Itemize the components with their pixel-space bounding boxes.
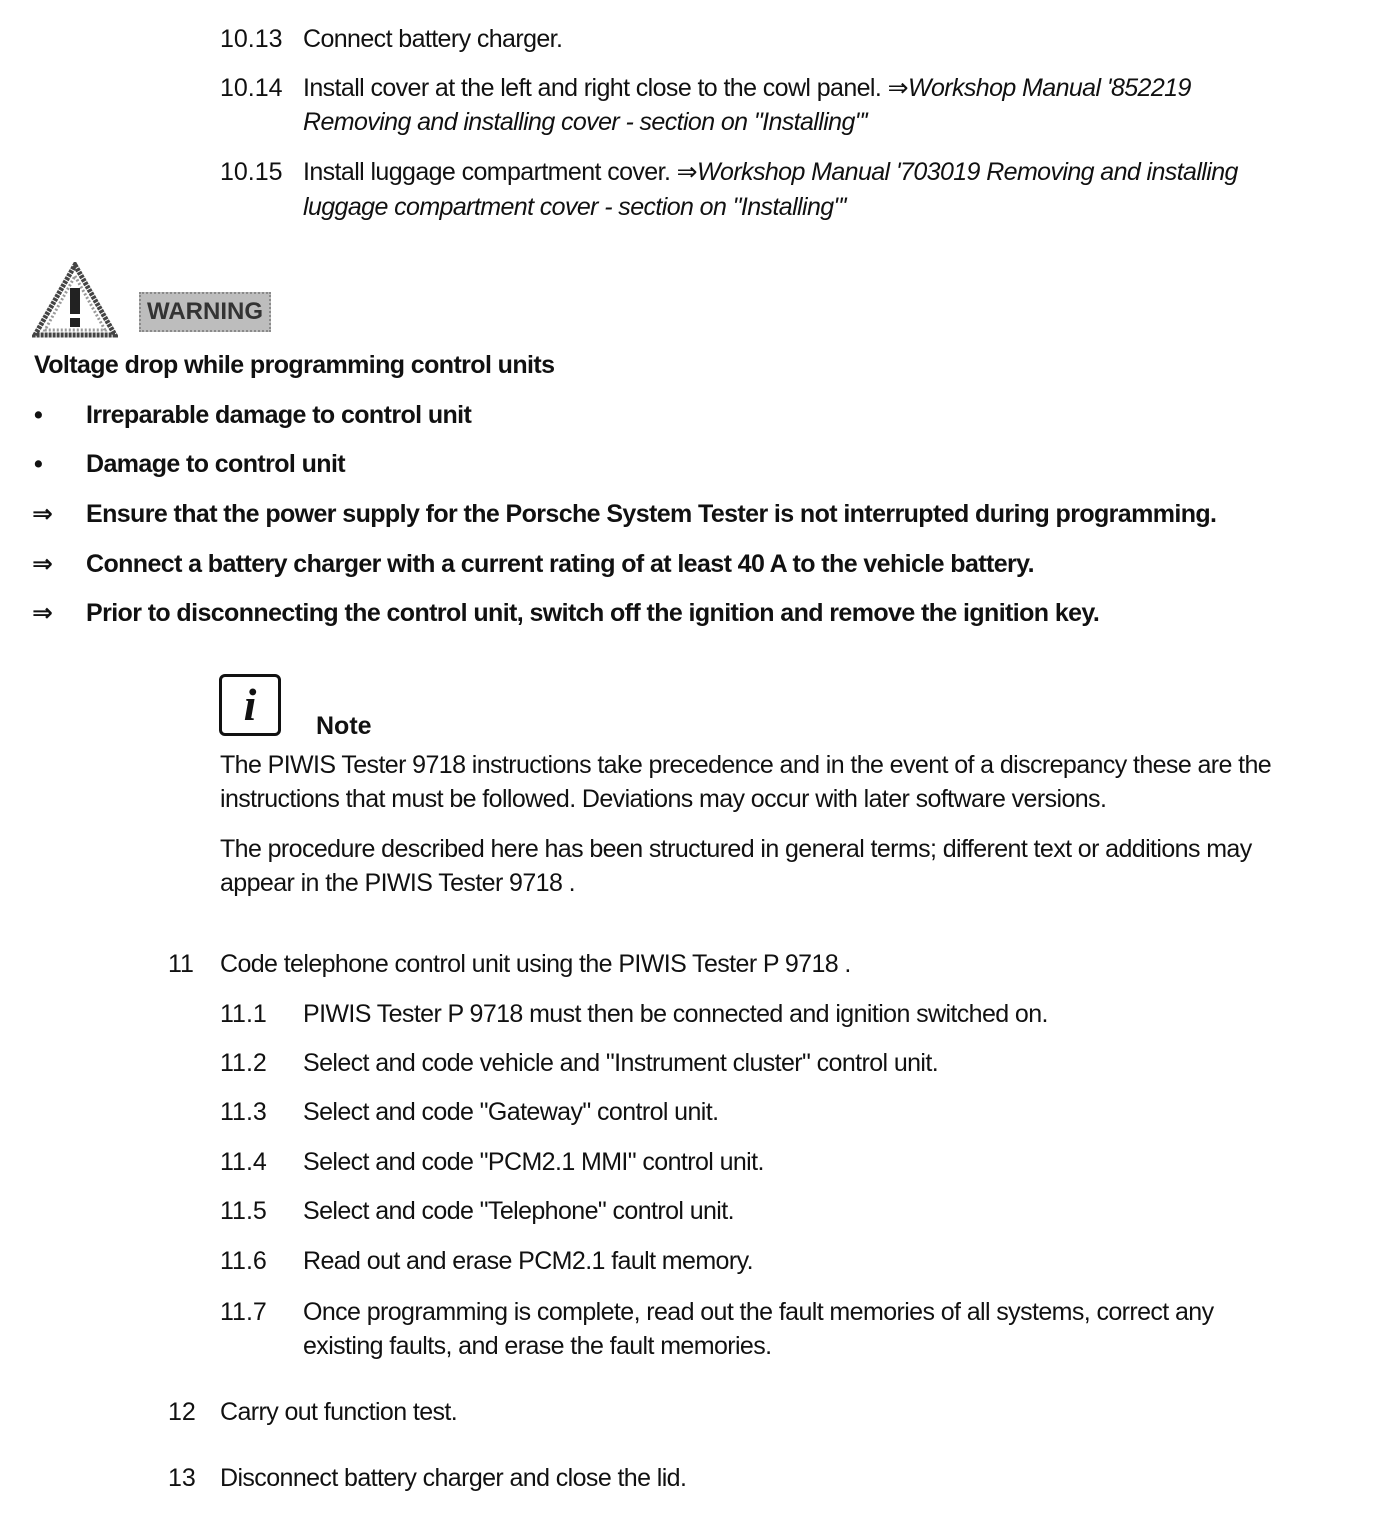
arrow-right-icon: ⇒ [32, 500, 53, 528]
step-text: Select and code vehicle and "Instrument cluster" control unit. [303, 1049, 939, 1077]
workshop-manual-link[interactable]: Workshop Manual '703019 Removing and installing [697, 158, 1238, 186]
step-number: 11 [168, 950, 194, 978]
warning-item: Damage to control unit [86, 450, 346, 478]
bullet-icon: • [34, 450, 43, 478]
arrow-right-icon: ⇒ [676, 158, 698, 186]
step-text: Read out and erase PCM2.1 fault memory. [303, 1247, 753, 1275]
info-icon-glyph: i [243, 679, 257, 730]
step-number: 11.5 [220, 1197, 267, 1225]
step-text: Carry out function test. [220, 1398, 458, 1426]
note-text: instructions that must be followed. Deviations may occur with later software versions. [220, 785, 1107, 813]
bullet-icon: • [34, 401, 43, 429]
step-number: 10.13 [220, 25, 283, 53]
step-text: Connect battery charger. [303, 25, 563, 53]
warning-action: Ensure that the power supply for the Porsche System Tester is not interrupted during programming. [86, 500, 1217, 528]
workshop-manual-link[interactable]: Workshop Manual '852219 [907, 74, 1191, 102]
arrow-right-icon: ⇒ [32, 599, 53, 627]
step-text: existing faults, and erase the fault memories. [303, 1332, 772, 1360]
step-text: Code telephone control unit using the PIWIS Tester P 9718 . [220, 950, 851, 978]
step-text [303, 155, 1238, 189]
step-text-main: Install luggage compartment cover. [303, 158, 671, 186]
arrow-right-icon: ⇒ [32, 550, 53, 578]
note-text: appear in the PIWIS Tester 9718 . [220, 869, 575, 897]
step-text: Disconnect battery charger and close the lid. [220, 1464, 687, 1492]
warning-action: Prior to disconnecting the control unit, switch off the ignition and remove the ignition key. [86, 599, 1100, 627]
step-text: Select and code "Gateway" control unit. [303, 1098, 719, 1126]
note-label: Note [316, 712, 372, 740]
warning-action: Connect a battery charger with a current rating of at least 40 A to the vehicle battery. [86, 550, 1034, 578]
info-icon [219, 674, 281, 736]
step-number: 13 [168, 1464, 196, 1492]
step-text: Once programming is complete, read out the fault memories of all systems, correct any [303, 1298, 1214, 1326]
step-number: 11.2 [220, 1049, 267, 1077]
arrow-right-icon: ⇒ [887, 74, 908, 102]
step-number: 11.3 [220, 1098, 267, 1126]
warning-title: Voltage drop while programming control units [34, 351, 555, 379]
step-number: 11.7 [220, 1298, 267, 1326]
step-number: 11.6 [220, 1247, 267, 1275]
step-text: PIWIS Tester P 9718 must then be connected and ignition switched on. [303, 1000, 1048, 1028]
warning-label: WARNING [139, 292, 271, 332]
step-text [303, 71, 1191, 105]
warning-triangle-icon [32, 262, 118, 338]
step-number: 11.1 [220, 1000, 267, 1028]
step-number: 10.14 [220, 74, 283, 102]
step-text: Select and code "Telephone" control unit. [303, 1197, 734, 1225]
step-number: 11.4 [220, 1148, 267, 1176]
step-text-main: Install cover at the left and right close to the cowl panel. [303, 74, 882, 102]
workshop-manual-link-cont[interactable]: Removing and installing cover - section on "Installing"' [303, 108, 868, 136]
step-text: Select and code "PCM2.1 MMI" control unit. [303, 1148, 764, 1176]
note-text: The procedure described here has been structured in general terms; different text or additions may [220, 835, 1252, 863]
step-number: 12 [168, 1398, 196, 1426]
warning-item: Irreparable damage to control unit [86, 401, 472, 429]
note-text: The PIWIS Tester 9718 instructions take precedence and in the event of a discrepancy these are the [220, 751, 1272, 779]
workshop-manual-link-cont[interactable]: luggage compartment cover - section on "Installing"' [303, 193, 847, 221]
step-number: 10.15 [220, 158, 283, 186]
